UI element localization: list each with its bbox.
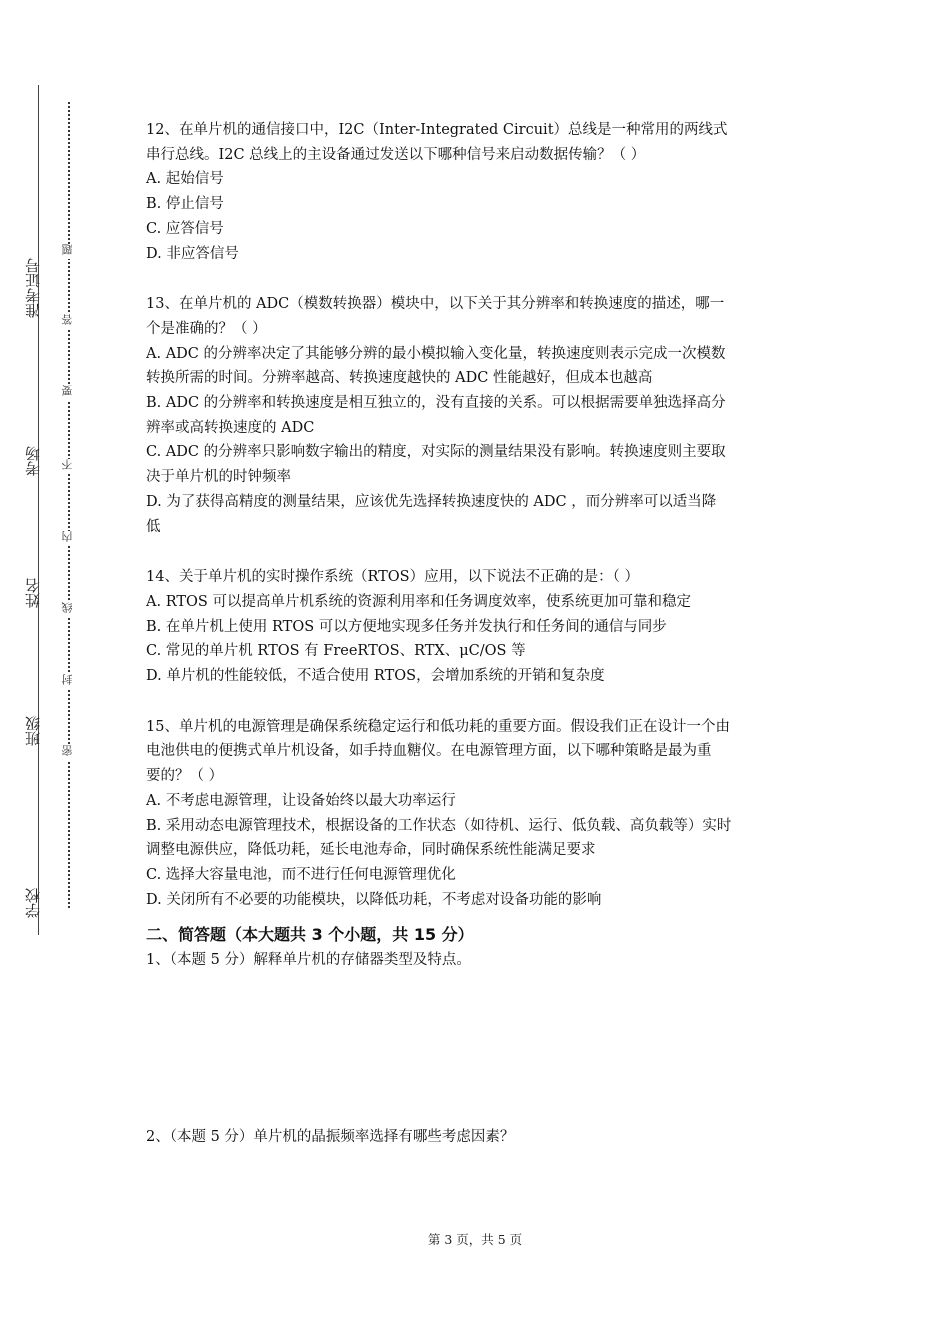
option-d: D. 非应答信号 xyxy=(146,245,239,262)
seal-char-da: 答 xyxy=(60,314,76,329)
question-stem-line: 电池供电的便携式单片机设备，如手持血糖仪。在电源管理方面，以下哪种策略是最为重 xyxy=(146,743,712,760)
seal-char-feng: 封 xyxy=(60,674,76,689)
option-c: C. 应答信号 xyxy=(146,220,224,237)
question-14 xyxy=(146,565,812,689)
option-b: B. 停止信号 xyxy=(146,196,224,213)
option-b-cont: 调整电源供应，降低功耗，延长电池寿命，同时确保系统性能满足要求 xyxy=(146,842,596,859)
question-stem-line: 要的？（ ） xyxy=(146,768,224,785)
seal-char-xian: 线 xyxy=(60,602,76,617)
school-label: 学校 xyxy=(24,888,42,918)
seal-char-bu: 不 xyxy=(60,459,76,474)
option-d: D. 为了获得高精度的测量结果，应该优先选择转换速度快的 ADC ，而分辨率可以适当降 xyxy=(146,493,717,510)
question-stem-line: 13、在单片机的 ADC（模数转换器）模块中，以下关于其分辨率和转换速度的描述，哪一 xyxy=(146,296,725,313)
binding-solid-line xyxy=(38,85,39,935)
option-c-cont: 决于单片机的时钟频率 xyxy=(146,469,291,486)
option-b: B. 采用动态电源管理技术，根据设备的工作状态（如待机、运行、低负载、高负载等）实时 xyxy=(146,817,732,834)
question-13 xyxy=(146,292,812,539)
exam-room-label: 考场 xyxy=(24,446,42,476)
class-label: 班级 xyxy=(24,716,42,746)
option-c: C. ADC 的分辨率只影响数字输出的精度，对实际的测量结果没有影响。转换速度则主要取 xyxy=(146,444,726,461)
option-d-cont: 低 xyxy=(146,518,161,535)
section-title-short-answer: 二、简答题（本大题共 3 个小题，共 15 分） xyxy=(146,925,474,945)
option-b: B. ADC 的分辨率和转换速度是相互独立的，没有直接的关系。可以根据需要单独选择高分 xyxy=(146,395,726,412)
seal-char-ti: 题 xyxy=(60,244,76,259)
seal-dotted-line xyxy=(68,102,70,908)
exam-content xyxy=(146,118,812,1150)
question-stem-line: 14、关于单片机的实时操作系统（RTOS）应用，以下说法不正确的是：（ ） xyxy=(146,569,639,586)
option-b: B. 在单片机上使用 RTOS 可以方便地实现多任务并发执行和任务间的通信与同步 xyxy=(146,618,667,635)
name-label: 姓名 xyxy=(24,578,42,608)
seal-char-nei: 内 xyxy=(60,531,76,546)
question-stem-line: 12、在单片机的通信接口中，I2C（Inter-Integrated Circuit）总线是一种常用的两线式 xyxy=(146,122,728,138)
admission-number-label: 准考证号 xyxy=(24,258,42,318)
question-stem-line: 串行总线。I2C 总线上的主设备通过发送以下哪种信号来启动数据传输？（ ） xyxy=(146,146,646,163)
question-stem-line: 个是准确的？（ ） xyxy=(146,320,267,337)
option-a: A. ADC 的分辨率决定了其能够分辨的最小模拟输入变化量，转换速度则表示完成一次模数 xyxy=(146,345,726,362)
option-d: D. 关闭所有不必要的功能模块，以降低功耗，不考虑对设备功能的影响 xyxy=(146,891,602,908)
option-c: C. 常见的单片机 RTOS 有 FreeRTOS、RTX、μC/OS 等 xyxy=(146,643,526,660)
option-a: A. 起始信号 xyxy=(146,171,224,188)
short-answer-question-2: 2、（本题 5 分）单片机的晶振频率选择有哪些考虑因素？ xyxy=(146,1129,515,1146)
option-a: A. RTOS 可以提高单片机系统的资源利用率和任务调度效率，使系统更加可靠和稳定 xyxy=(146,593,691,610)
option-a: A. 不考虑电源管理，让设备始终以最大功率运行 xyxy=(146,792,456,809)
option-b-cont: 辨率或高转换速度的 ADC xyxy=(146,419,315,436)
option-d: D. 单片机的性能较低，不适合使用 RTOS，会增加系统的开销和复杂度 xyxy=(146,668,605,685)
option-c: C. 选择大容量电池，而不进行任何电源管理优化 xyxy=(146,866,456,883)
question-15 xyxy=(146,715,812,913)
seal-char-yao: 要 xyxy=(60,385,76,400)
page-footer: 第 3 页，共 5 页 xyxy=(427,1232,523,1247)
seal-char-mi: 密 xyxy=(60,745,76,760)
short-answer-question-1: 1、（本题 5 分）解释单片机的存储器类型及特点。 xyxy=(146,952,471,969)
option-a-cont: 转换所需的时间。分辨率越高、转换速度越快的 ADC 性能越好，但成本也越高 xyxy=(146,370,653,387)
question-12 xyxy=(146,118,812,266)
question-stem-line: 15、单片机的电源管理是确保系统稳定运行和低功耗的重要方面。假设我们正在设计一个由 xyxy=(146,718,730,735)
